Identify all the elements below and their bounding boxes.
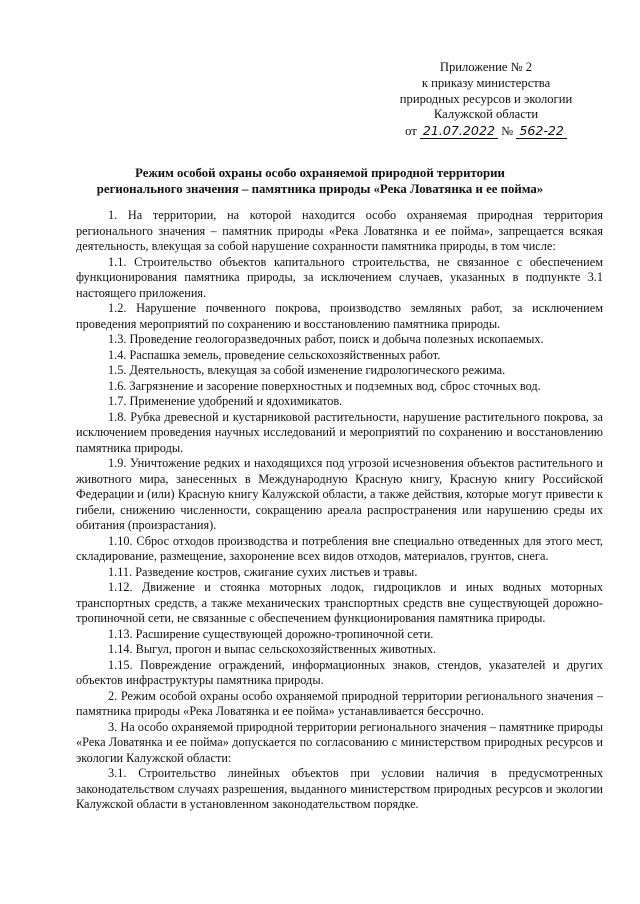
paragraph: 1.4. Распашка земель, проведение сельскохозяйственных работ. bbox=[108, 347, 441, 362]
annex-ref-line: к приказу министерства bbox=[421, 75, 551, 90]
from-label: от bbox=[405, 124, 417, 139]
paragraph: 1.9. Уничтожение редких и находящихся под угрозой исчезновения объектов растительного и животного мира, занесенных в Международную Красную книгу, Красную книгу Российской Федерации и (или) Красную книгу Калужской области, а также действия, которые могут привести к гибели, снижению численности, сокращению ареала распространения или нарушению среды их обитания (произрастания). bbox=[76, 456, 603, 532]
paragraph: 1.7. Применение удобрений и ядохимикатов. bbox=[108, 394, 343, 408]
document-body bbox=[76, 208, 603, 813]
number-label: № bbox=[501, 124, 514, 139]
paragraph: 1.8. Рубка древесной и кустарниковой растительности, нарушение растительного покрова, за исключением проведения научных исследований и мероприятий по сохранению и восстановлению памятника природы. bbox=[76, 409, 603, 455]
paragraph: 1.12. Движение и стоянка моторных лодок, гидроциклов и иных водных моторных транспортных средств, а также механических транспортных средств вне существующей дорожно-тропиночной сети, не связанные с обеспечением функционирования памятника природы. bbox=[76, 580, 603, 625]
annex-number: Приложение № 2 bbox=[439, 60, 533, 74]
paragraph: 1.5. Деятельность, влекущая за собой изменение гидрологического режима. bbox=[108, 363, 506, 377]
paragraph: 1.2. Нарушение почвенного покрова, производство земляных работ, за исключением проведения мероприятий по сохранению и восстановлению памятника природы. bbox=[76, 301, 603, 331]
annex-ministry-line: природных ресурсов и экологии bbox=[399, 91, 573, 106]
paragraph: 1.6. Загрязнение и засорение поверхностных и подземных вод, сброс сточных вод. bbox=[108, 378, 541, 393]
annex-header bbox=[366, 60, 606, 140]
order-number: 562-22 bbox=[516, 123, 567, 139]
title-line-2: регионального значения – памятника природы «Река Ловатянка и ее пойма» bbox=[96, 181, 544, 196]
document-title bbox=[60, 166, 580, 197]
paragraph: 2. Режим особой охраны особо охраняемой природной территории регионального значения – памятника природы «Река Ловатянка и ее пойма» устанавливается бессрочно. bbox=[76, 688, 603, 718]
paragraph: 1.3. Проведение геологоразведочных работ, поиск и добыча полезных ископаемых. bbox=[108, 332, 544, 346]
annex-date-number-line bbox=[366, 123, 606, 140]
order-date: 21.07.2022 bbox=[420, 123, 498, 139]
paragraph: 3.1. Строительство линейных объектов при условии наличия в предусмотренных законодательством случаях разрешения, выданного министерством природных ресурсов и экологии Калужской области в установленном законодательством порядке. bbox=[76, 766, 603, 811]
paragraph: 1.11. Разведение костров, сжигание сухих листьев и травы. bbox=[108, 564, 418, 579]
paragraph: 1.13. Расширение существующей дорожно-тропиночной сети. bbox=[108, 626, 434, 641]
paragraph: 1.14. Выгул, прогон и выпас сельскохозяйственных животных. bbox=[108, 642, 437, 656]
title-line-1: Режим особой охраны особо охраняемой природной территории bbox=[135, 166, 505, 180]
paragraph: 1.15. Повреждение ограждений, информационных знаков, стендов, указателей и других объектов инфраструктуры памятника природы. bbox=[76, 657, 603, 687]
paragraph: 1.10. Сброс отходов производства и потребления вне специально отведенных для этого мест, складирование, размещение, захоронение всех видов отходов, материалов, грунтов, снега. bbox=[76, 533, 603, 563]
paragraph: 1.1. Строительство объектов капитального строительства, не связанное с обеспечением функционирования памятника природы, за исключением случаев, указанных в подпункте 3.1 настоящего приложения. bbox=[76, 254, 603, 300]
paragraph: 3. На особо охраняемой природной территории регионального значения – памятнике природы «Река Ловатянка и ее пойма» допускается по согласованию с министерством природных ресурсов и экологии Калужской области: bbox=[76, 719, 603, 765]
paragraph: 1. На территории, на которой находится особо охраняемая природная территория регионального значения – памятник природы «Река Ловатянка и ее пойма», запрещается всякая деятельность, влекущая за собой нарушение сохранности памятника природы, в том числе: bbox=[76, 208, 603, 253]
annex-region-line: Калужской области bbox=[433, 107, 539, 122]
